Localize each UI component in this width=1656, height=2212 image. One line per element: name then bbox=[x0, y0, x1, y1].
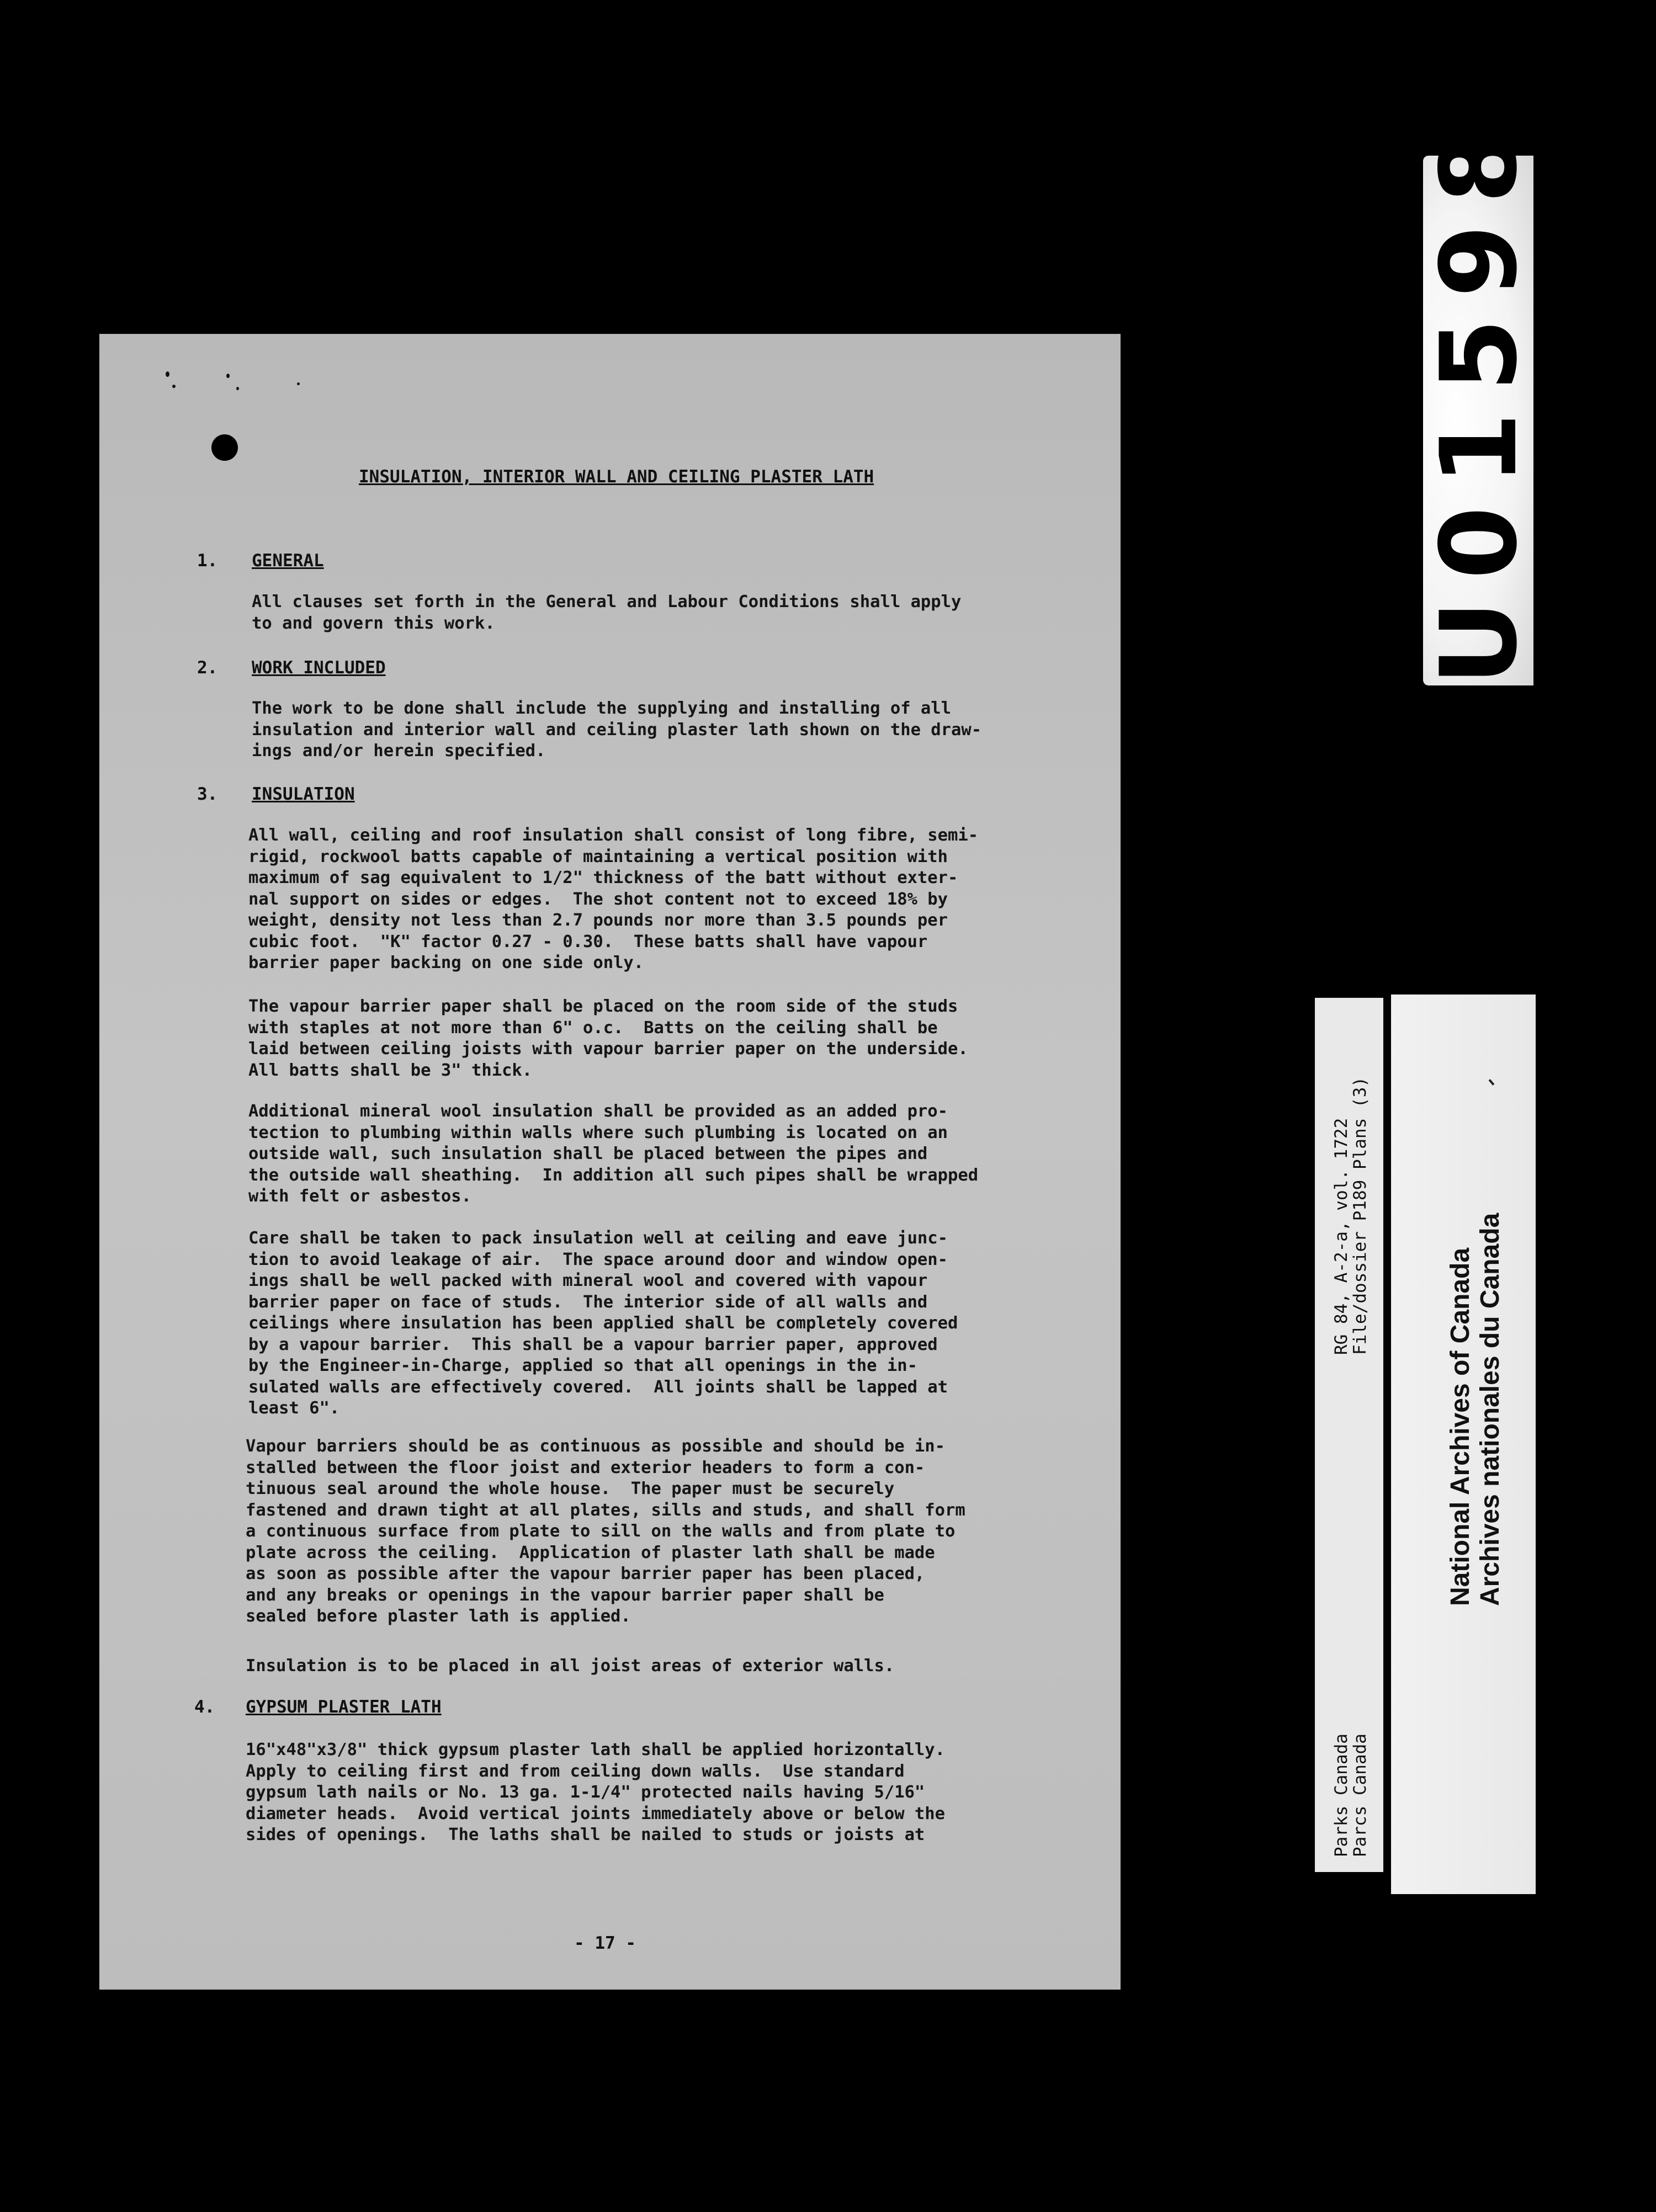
paragraph: Insulation is to be placed in all joist areas of exterior walls. bbox=[246, 1656, 895, 1676]
page-number: - 17 - bbox=[574, 1933, 636, 1953]
section-heading: GYPSUM PLASTER LATH bbox=[246, 1697, 442, 1717]
paper-speck bbox=[172, 385, 176, 388]
section-number: 2. bbox=[197, 658, 218, 678]
institution-name-en: National Archives of Canada bbox=[1446, 1247, 1475, 1606]
section-heading: INSULATION bbox=[252, 784, 355, 804]
document-title: INSULATION, INTERIOR WALL AND CEILING PLASTER LATH bbox=[359, 467, 874, 487]
stamp-number: U01598 bbox=[1418, 109, 1540, 685]
section-number: 1. bbox=[197, 551, 218, 571]
paragraph: All wall, ceiling and roof insulation shall consist of long fibre, semi- rigid, rockwool batts capable of maintaining a vertical position with maximum of sag equivalent to 1/2" thickness of the batt without exter- nal support on sides or edges. The shot content not to exceed 18% by weight, density not less than 2.7 pounds nor more than 3.5 pounds per cubic foot. "K" factor 0.27 - 0.30. These batts shall have vapour barrier paper backing on one side only. bbox=[248, 826, 979, 972]
document-page bbox=[99, 334, 1121, 1990]
paper-speck bbox=[297, 382, 300, 385]
section-heading: WORK INCLUDED bbox=[252, 658, 386, 678]
punch-hole bbox=[211, 434, 238, 461]
institution-name-fr: Archives nationales du Canada bbox=[1475, 1213, 1505, 1606]
reference-line-2: File/dossier P189 Plans (3) bbox=[1350, 1077, 1370, 1355]
paragraph: Care shall be taken to pack insulation well at ceiling and eave junc- tion to avoid leakage of air. The space around door and window open- ings shall be well packed with mineral wool and covered with vapour barrier paper on face of studs. The interior side of all walls and ceilings where insulation has been applied shall be completely covered by a vapour barrier. This shall be a vapour barrier paper, approved by the Engineer-in-Charge, applied so that all openings in the in- sulated walls are effectively covered. All joints shall be lapped at least 6". bbox=[248, 1229, 958, 1418]
section-number: 4. bbox=[194, 1697, 215, 1717]
paragraph: The vapour barrier paper shall be placed on the room side of the studs with staples at not more than 6" o.c. Batts on the ceiling shall be laid between ceiling joists with vapour barrier paper on the underside. All batts shall be 3" thick. bbox=[248, 997, 968, 1080]
reference-line-1: RG 84, A-2-a, vol. 1722 bbox=[1331, 1118, 1351, 1355]
agency-name-fr: Parcs Canada bbox=[1350, 1734, 1370, 1857]
paragraph: Additional mineral wool insulation shall be provided as an added pro- tection to plumbing within walls where such plumbing is located on an outside wall, such insulation shall be placed between the pipes and the outside wall sheathing. In addition all such pipes shall be wrapped with felt or asbestos. bbox=[248, 1102, 979, 1206]
paragraph: All clauses set forth in the General and Labour Conditions shall apply to and govern this work. bbox=[252, 592, 962, 633]
paper-speck bbox=[166, 371, 169, 377]
paragraph: Vapour barriers should be as continuous as possible and should be in- stalled between the floor joist and exterior headers to form a con- tinuous seal around the whole house. The paper must be securely fastened and drawn tight at all plates, sills and studs, and shall form a continuous surface from plate to sill on the walls and from plate to plate across the ceiling. Application of plaster lath shall be made as soon as possible after the vapour barrier paper has been placed, and any breaks or openings in the vapour barrier paper shall be sealed before plaster lath is applied. bbox=[246, 1437, 965, 1626]
paragraph: 16"x48"x3/8" thick gypsum plaster lath shall be applied horizontally. Apply to ceiling first and from ceiling down walls. Use standard gypsum lath nails or No. 13 ga. 1-1/4" protected nails having 5/16" diameter heads. Avoid vertical joints immediately above or below the sides of openings. The laths shall be nailed to studs or joists at bbox=[246, 1740, 946, 1844]
paragraph: The work to be done shall include the supplying and installing of all insulation and interior wall and ceiling plaster lath shown on the draw- ings and/or herein specified. bbox=[252, 699, 982, 761]
paper-speck bbox=[236, 387, 239, 390]
section-heading: GENERAL bbox=[252, 551, 324, 571]
agency-name-en: Parks Canada bbox=[1331, 1734, 1351, 1857]
section-number: 3. bbox=[197, 784, 218, 804]
paper-speck bbox=[226, 374, 230, 378]
